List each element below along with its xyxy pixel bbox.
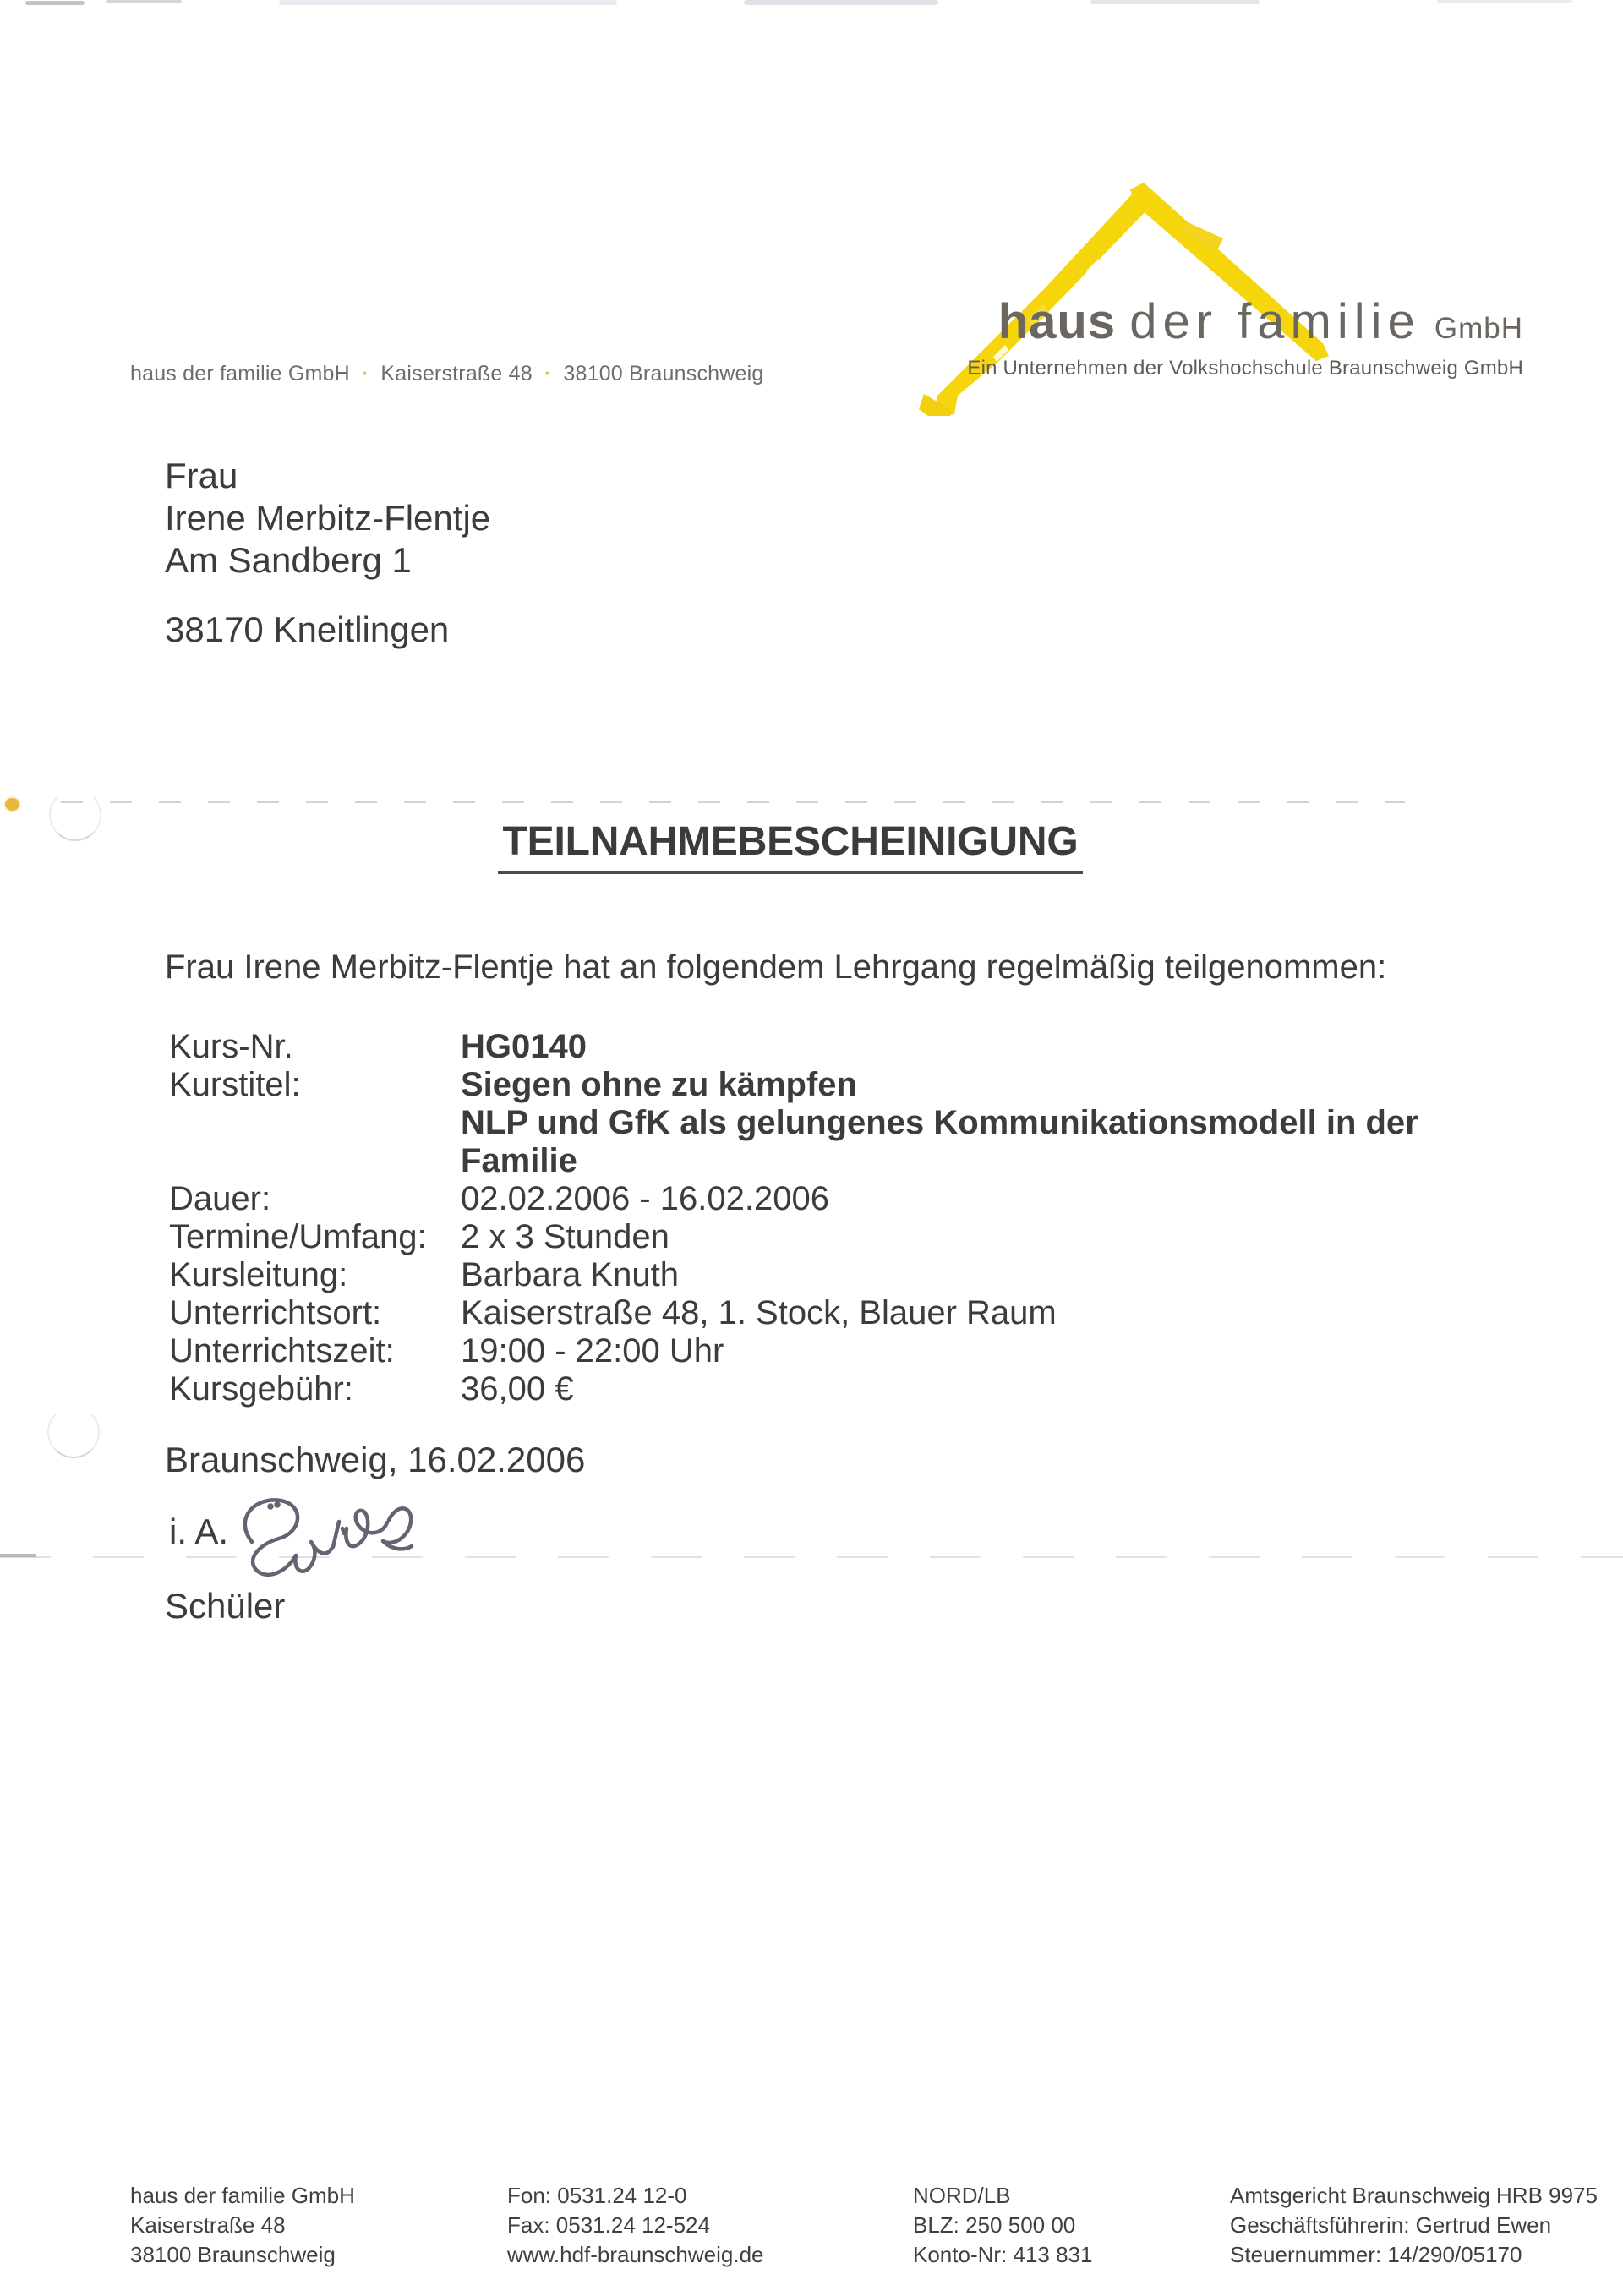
separator-dot: ·: [361, 362, 369, 385]
footer-line: Kaiserstraße 48: [130, 2212, 286, 2238]
course-value: Familie: [461, 1142, 577, 1179]
handwritten-signature-icon: [218, 1490, 421, 1599]
punch-hole-shadow: [47, 1406, 100, 1458]
table-row: [169, 1256, 1418, 1294]
footer-line: 38100 Braunschweig: [130, 2242, 336, 2267]
logo-word-gmbh: GmbH: [1434, 312, 1523, 345]
recipient-salutation: Frau: [165, 456, 238, 495]
table-row: [169, 1180, 1418, 1218]
company-logo: [967, 294, 1523, 380]
table-row: [169, 1332, 1418, 1370]
table-row: [169, 1370, 1418, 1408]
course-label: Kursleitung:: [169, 1256, 348, 1293]
footer-line: BLZ: 250 500 00: [913, 2212, 1076, 2238]
course-value: Siegen ohne zu kämpfen: [461, 1066, 857, 1103]
course-label: Unterrichtsort:: [169, 1294, 382, 1331]
footer-column-address: [130, 2181, 355, 2270]
fold-mark: [0, 1554, 36, 1557]
scan-edge-artifact: [0, 0, 1623, 8]
footer-line: haus der familie GmbH: [130, 2183, 355, 2208]
course-label: Kursgebühr:: [169, 1370, 353, 1408]
footer-line: Steuernummer: 14/290/05170: [1230, 2242, 1522, 2267]
recipient-address-block: [165, 455, 490, 651]
course-value: HG0140: [461, 1028, 587, 1065]
table-row: [169, 1066, 1418, 1104]
signatory-name: Schüler: [165, 1586, 286, 1626]
fold-line: [61, 801, 1405, 803]
document-title: TEILNAHMEBESCHEINIGUNG: [498, 818, 1084, 874]
footer-column-contact: [507, 2181, 764, 2270]
footer-line: Konto-Nr: 413 831: [913, 2242, 1093, 2267]
sender-city: 38100 Braunschweig: [563, 362, 764, 385]
yellow-margin-dot: [5, 798, 19, 811]
course-label: Termine/Umfang:: [169, 1218, 427, 1255]
logo-wordmark: [967, 294, 1523, 349]
table-row: [169, 1028, 1418, 1066]
course-value: Barbara Knuth: [461, 1256, 679, 1293]
course-value: NLP und GfK als gelungenes Kommunikationsmodell in der: [461, 1104, 1418, 1141]
sender-company: haus der familie GmbH: [130, 362, 350, 385]
logo-tagline: Ein Unternehmen der Volkshochschule Braunschweig GmbH: [967, 357, 1523, 380]
sender-address-line: [130, 362, 764, 386]
footer-line: Geschäftsführerin: Gertrud Ewen: [1230, 2212, 1552, 2238]
course-label: Unterrichtszeit:: [169, 1332, 395, 1369]
course-value: 36,00 €: [461, 1370, 574, 1408]
footer-website: www.hdf-braunschweig.de: [507, 2242, 764, 2267]
course-value: 2 x 3 Stunden: [461, 1218, 669, 1255]
footer-line: Fax: 0531.24 12-524: [507, 2212, 710, 2238]
separator-dot: ·: [544, 362, 552, 385]
footer-column-bank: [913, 2181, 1092, 2270]
footer-line: NORD/LB: [913, 2183, 1011, 2208]
sender-street: Kaiserstraße 48: [380, 362, 533, 385]
footer-column-legal: [1230, 2181, 1598, 2270]
logo-word-haus: haus: [997, 294, 1117, 349]
table-row: [169, 1294, 1418, 1332]
intro-sentence: Frau Irene Merbitz-Flentje hat an folgendem Lehrgang regelmäßig teilgenommen:: [165, 948, 1387, 986]
document-title-wrap: [0, 818, 1581, 874]
footer-line: Amtsgericht Braunschweig HRB 9975: [1230, 2183, 1598, 2208]
course-value: 02.02.2006 - 16.02.2006: [461, 1180, 829, 1217]
place-and-date: Braunschweig, 16.02.2006: [165, 1440, 586, 1479]
table-row: [169, 1218, 1418, 1256]
course-label: Dauer:: [169, 1180, 271, 1217]
table-row: [169, 1104, 1418, 1142]
logo-word-der-familie: der familie: [1129, 294, 1421, 349]
course-value: 19:00 - 22:00 Uhr: [461, 1332, 724, 1369]
recipient-name: Irene Merbitz-Flentje: [165, 498, 491, 538]
course-details-table: [169, 1028, 1418, 1408]
table-row: [169, 1142, 1418, 1180]
course-label: Kurs-Nr.: [169, 1028, 293, 1065]
course-value: Kaiserstraße 48, 1. Stock, Blauer Raum: [461, 1294, 1057, 1331]
signature-prefix: i. A.: [169, 1512, 229, 1551]
footer-line: Fon: 0531.24 12-0: [507, 2183, 687, 2208]
recipient-street: Am Sandberg 1: [165, 540, 412, 580]
recipient-city: 38170 Kneitlingen: [165, 610, 450, 649]
course-label: Kurstitel:: [169, 1066, 301, 1103]
